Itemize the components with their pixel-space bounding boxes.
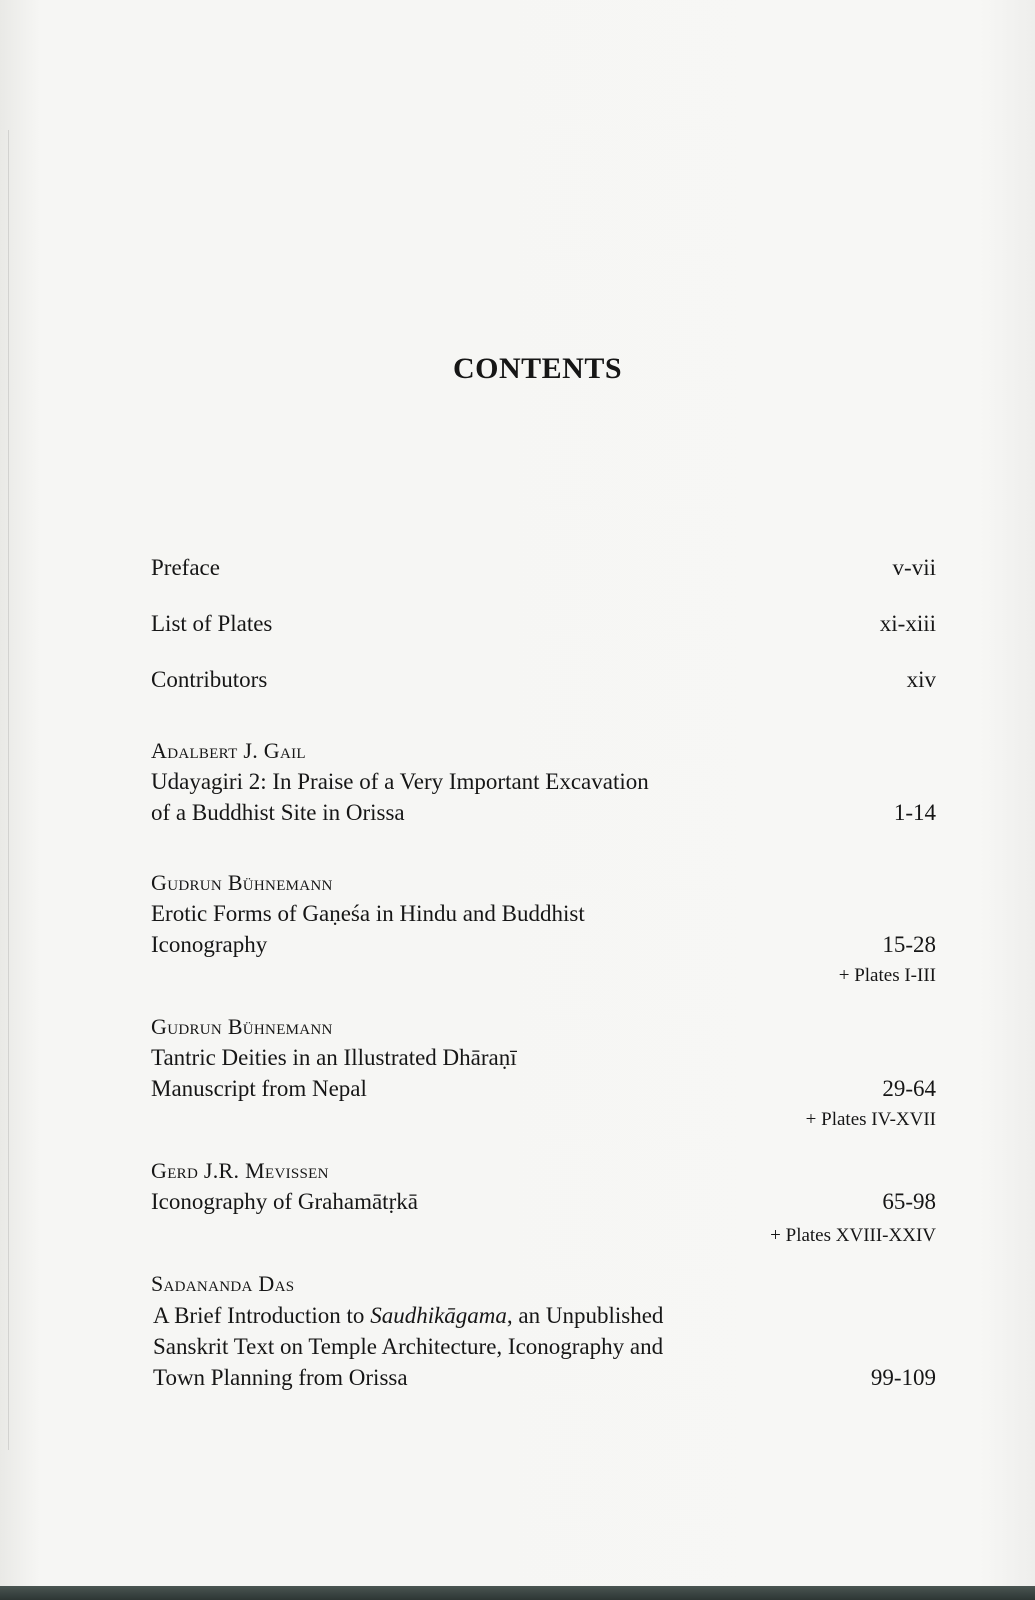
toc-title-line: Iconography of Grahamātṛkā xyxy=(151,1189,418,1214)
toc-row-preface[interactable] xyxy=(151,552,936,583)
toc-pages: 15-28 xyxy=(882,932,936,957)
title-text: A Brief Introduction to xyxy=(153,1303,371,1328)
toc-row-contributors[interactable] xyxy=(151,664,936,695)
toc-pages: v-vii xyxy=(892,555,936,580)
scan-edge xyxy=(0,1586,1035,1600)
author-name: Gudrun Bühnemann xyxy=(151,1014,333,1039)
page-edge xyxy=(8,130,15,1450)
toc-pages: xiv xyxy=(906,667,936,692)
toc-pages: 1-14 xyxy=(893,800,936,825)
toc-pages: 99-109 xyxy=(870,1365,936,1390)
title-text: , an Unpublished xyxy=(506,1303,664,1328)
toc-pages: 29-64 xyxy=(882,1076,936,1101)
title-italic: Saudhikāgama xyxy=(370,1303,507,1328)
plates-note: + Plates IV-XVII xyxy=(805,1109,936,1130)
author-name: Gerd J.R. Mevissen xyxy=(151,1158,329,1183)
toc-title-line: Udayagiri 2: In Praise of a Very Important Excavation xyxy=(151,769,649,794)
toc-title-line: Town Planning from Orissa xyxy=(153,1365,408,1390)
toc-title-line: Tantric Deities in an Illustrated Dhāraṇī xyxy=(151,1045,517,1070)
author-name: Sadananda Das xyxy=(151,1271,295,1296)
page-title: CONTENTS xyxy=(452,352,623,385)
toc-title-line xyxy=(153,1300,793,1331)
plates-note: + Plates XVIII-XXIV xyxy=(770,1225,936,1246)
toc-entry-tantric-deities[interactable] xyxy=(151,1042,936,1104)
author-name: Gudrun Bühnemann xyxy=(151,870,333,895)
toc-entry-saudhikagama[interactable] xyxy=(153,1300,938,1393)
toc-entry-erotic-ganesa[interactable] xyxy=(151,898,936,960)
toc-pages: 65-98 xyxy=(882,1189,936,1214)
toc-title-line: Sanskrit Text on Temple Architecture, Iconography and xyxy=(153,1334,664,1359)
toc-title-line: Erotic Forms of Gaṇeśa in Hindu and Buddhist xyxy=(151,901,585,926)
toc-title: Contributors xyxy=(151,667,268,692)
toc-title-line: Iconography xyxy=(151,932,268,957)
toc-title: Preface xyxy=(151,555,220,580)
toc-pages: xi-xiii xyxy=(879,611,936,636)
toc-title-line: Manuscript from Nepal xyxy=(151,1076,367,1101)
toc-title-line: of a Buddhist Site in Orissa xyxy=(151,800,405,825)
toc-title: List of Plates xyxy=(151,611,273,636)
plates-note: + Plates I-III xyxy=(838,965,936,986)
toc-row-list-of-plates[interactable] xyxy=(151,608,936,639)
toc-entry-udayagiri[interactable] xyxy=(151,766,936,828)
toc-entry-grahamatrka[interactable] xyxy=(151,1186,936,1217)
author-name: Adalbert J. Gail xyxy=(151,738,306,763)
